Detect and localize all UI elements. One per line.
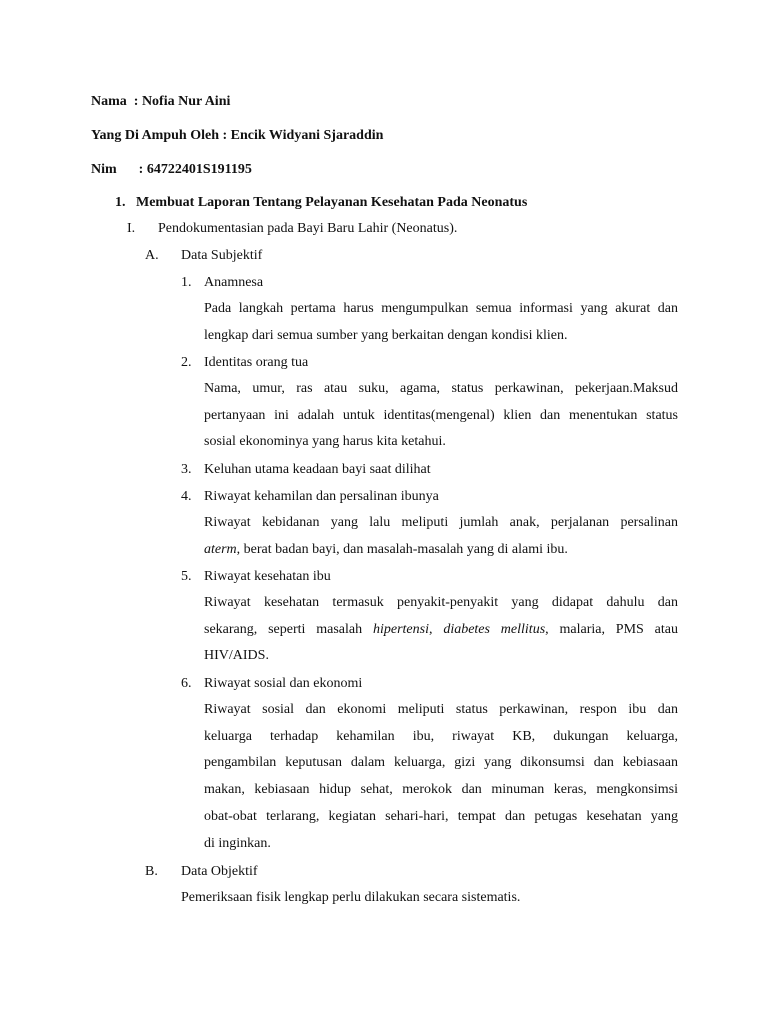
item-2-paragraph (204, 376, 678, 456)
item-6-line-1: Riwayat sosial dan ekonomi meliputi status perkawinan, respon ibu dan (204, 702, 678, 717)
item-1-title: Anamnesa (204, 275, 264, 290)
item-2-line-2: pertanyaan ini adalah untuk identitas(mengenal) klien dan menentukan status (204, 407, 678, 423)
item-4-aterm: aterm (204, 541, 237, 557)
item-1-line-1: Pada langkah pertama harus mengumpulkan semua informasi yang akurat dan (204, 301, 678, 316)
item-4-line-2 (204, 537, 678, 564)
item-6-line-3: pengambilan keputusan dalam keluarga, gizi yang dikonsumsi dan kebiasaan (204, 755, 678, 771)
roman-text: Pendokumentasian pada Bayi Baru Lahir (Neonatus). (158, 221, 458, 236)
item-5-number: 5. (181, 569, 192, 584)
section-title: Membuat Laporan Tentang Pelayanan Kesehatan Pada Neonatus (136, 195, 528, 210)
item-1-number: 1. (181, 275, 192, 290)
nim-label: Nim (91, 162, 117, 177)
item-3-title: Keluhan utama keadaan bayi saat dilihat (204, 462, 431, 477)
item-6-line-4: makan, kebiasaan hidup sehat, merokok dan minuman keras, mengkonsimsi (204, 782, 678, 798)
pengampu-value: : Encik Widyani Sjaraddin (222, 128, 384, 143)
sub-a-title: Data Subjektif (181, 248, 263, 263)
nama-line (91, 93, 230, 111)
item-1-paragraph (204, 296, 678, 349)
item-5-line-2 (204, 617, 678, 644)
item-4-title: Riwayat kehamilan dan persalinan ibunya (204, 489, 439, 504)
item-6-line-6: di inginkan. (204, 835, 271, 851)
pengampu-label: Yang Di Ampuh Oleh (91, 128, 219, 143)
item-5-line-2-a: sekarang, seperti masalah (204, 621, 373, 637)
sub-b-title: Data Objektif (181, 864, 258, 879)
nama-label: Nama (91, 94, 127, 109)
item-4-number: 4. (181, 489, 192, 504)
item-2-number: 2. (181, 355, 192, 370)
item-5-line-1: Riwayat kesehatan termasuk penyakit-penyakit yang didapat dahulu dan (204, 595, 678, 610)
item-4-line-2-rest: , berat badan bayi, dan masalah-masalah yang di alami ibu. (236, 541, 568, 557)
item-4-paragraph (204, 510, 678, 563)
nama-value: : Nofia Nur Aini (133, 94, 231, 109)
item-5-line-2-c: , malaria, PMS atau (545, 621, 678, 637)
item-4-line-1: Riwayat kebidanan yang lalu meliputi jumlah anak, perjalanan persalinan (204, 515, 678, 530)
item-2-line-3: sosial ekonominya yang harus kita ketahui. (204, 434, 446, 450)
nim-value: : 64722401S191195 (138, 162, 252, 177)
item-1-line-2: lengkap dari semua sumber yang berkaitan dengan kondisi klien. (204, 327, 568, 343)
item-6-line-2: keluarga terhadap kehamilan ibu, riwayat KB, dukungan keluarga, (204, 728, 678, 744)
item-6-number: 6. (181, 676, 192, 691)
nim-line (91, 161, 252, 179)
item-5-line-2-b: , (428, 621, 444, 637)
item-2-line-1: Nama, umur, ras atau suku, agama, status perkawinan, pekerjaan.Maksud (204, 381, 678, 396)
pengampu-line (91, 127, 383, 145)
sub-b-text: Pemeriksaan fisik lengkap perlu dilakukan secara sistematis. (181, 890, 521, 905)
item-5-diabetes: diabetes mellitus (443, 621, 546, 637)
roman-number: I. (127, 221, 136, 236)
section-number: 1. (115, 195, 126, 210)
item-2-title: Identitas orang tua (204, 355, 309, 370)
item-6-line-5: obat-obat terlarang, kegiatan sehari-hari, tempat dan petugas kesehatan yang (204, 808, 678, 824)
sub-a-letter: A. (145, 248, 159, 263)
item-5-line-3: HIV/AIDS. (204, 648, 269, 664)
item-5-title: Riwayat kesehatan ibu (204, 569, 331, 584)
sub-b-letter: B. (145, 864, 158, 879)
item-6-title: Riwayat sosial dan ekonomi (204, 676, 363, 691)
item-6-paragraph (204, 697, 678, 857)
item-5-paragraph (204, 590, 678, 670)
item-3-number: 3. (181, 462, 192, 477)
item-5-hipertensi: hipertensi (372, 621, 429, 637)
